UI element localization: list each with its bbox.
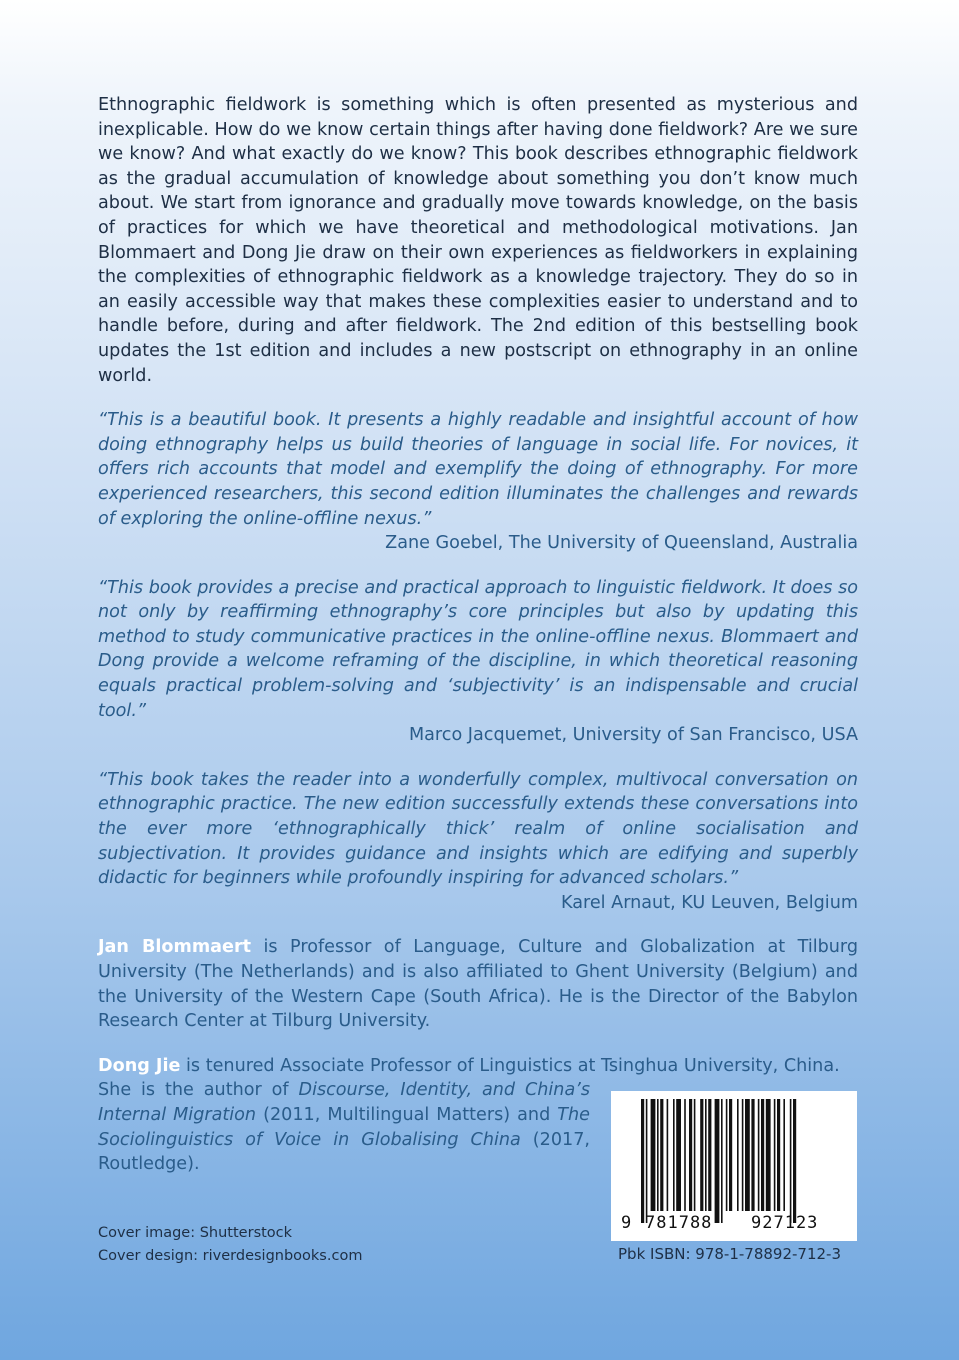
author-bio-dong-line1: is tenured Associate Professor of Linguistics at Tsinghua University, China. bbox=[180, 1055, 840, 1076]
barcode-bar bbox=[721, 1099, 723, 1223]
barcode-bar bbox=[745, 1099, 750, 1211]
barcode-bar bbox=[783, 1099, 785, 1211]
barcode-bar bbox=[793, 1099, 796, 1223]
barcode-bar bbox=[742, 1099, 744, 1211]
barcode-bar bbox=[777, 1099, 780, 1211]
barcode-bar bbox=[684, 1099, 686, 1211]
barcode-digits-right: 927123 bbox=[751, 1213, 819, 1233]
barcode-bar bbox=[729, 1099, 732, 1211]
review-author-3: Karel Arnaut, KU Leuven, Belgium bbox=[561, 892, 858, 913]
barcode-digit-first: 9 bbox=[621, 1213, 633, 1233]
barcode bbox=[611, 1091, 857, 1241]
book-title-discourse-a: Discourse, Identity, and China’s bbox=[298, 1080, 590, 1101]
barcode-bar bbox=[705, 1099, 707, 1211]
isbn-label: Pbk ISBN: 978-1-78892-712-3 bbox=[618, 1245, 842, 1263]
author-name-blommaert: Jan Blommaert bbox=[98, 937, 252, 958]
barcode-bar bbox=[646, 1099, 648, 1223]
barcode-bar bbox=[751, 1099, 754, 1211]
review-author-2: Marco Jacquemet, University of San Francisco, USA bbox=[408, 725, 858, 746]
barcode-digits-left: 781788 bbox=[645, 1213, 713, 1233]
cover-credits bbox=[98, 1222, 362, 1268]
barcode-bar bbox=[708, 1099, 711, 1211]
barcode-bar bbox=[761, 1099, 764, 1211]
bio-dong-text-1: She is the author of bbox=[98, 1080, 299, 1101]
book-title-discourse-b: Internal Migration bbox=[98, 1104, 257, 1125]
barcode-bar bbox=[651, 1099, 656, 1211]
cover-design-credit: Cover design: riverdesignbooks.com bbox=[98, 1248, 363, 1264]
author-bio-blommaert-text: is Professor of Language, Culture and Globalization at Tilburg University (The Netherlands) and is also affiliated to Ghent University (Belgium) and the University of the Western Cape (South Africa). He is the Director of the Babylon Research Center at Tilburg University. bbox=[98, 937, 859, 1032]
barcode-bar bbox=[676, 1099, 681, 1211]
barcode-bar bbox=[700, 1099, 703, 1211]
barcode-bar bbox=[766, 1099, 771, 1211]
author-bio-dong bbox=[98, 1078, 590, 1176]
barcode-bar bbox=[660, 1099, 663, 1211]
bio-dong-text-4: Routledge). bbox=[98, 1154, 200, 1175]
cover-image-credit: Cover image: Shutterstock bbox=[98, 1225, 293, 1241]
bio-dong-text-3: (2017, bbox=[520, 1129, 591, 1150]
review-quote-2: “This book provides a precise and practical approach to linguistic fieldwork. It does so not only by reaffirming ethnography’s core principles but also by updating this method to study communicative practices in the online-offline nexus. Blommaert and Dong provide a welcome reframing of the discipline, in which theoretical reasoning equals practical problem-solving and ‘subjectivity’ is an indispensable and crucial tool.” bbox=[98, 577, 858, 721]
barcode-bar bbox=[715, 1099, 720, 1223]
barcode-bar bbox=[694, 1099, 696, 1211]
review-author-1: Zane Goebel, The University of Queensland, Australia bbox=[385, 533, 858, 554]
barcode-bar bbox=[673, 1099, 675, 1211]
review-quote-1: “This is a beautiful book. It presents a highly readable and insightful account of how doing ethnography helps us build theories of language in social life. For novices, it offers rich accounts that model and exemplify the doing of ethnography. For more experienced researchers, this second edition illuminates the challenges and rewards of exploring the online-offline nexus.” bbox=[98, 410, 858, 529]
back-cover-text bbox=[98, 93, 858, 1177]
book-description: Ethnographic fieldwork is something which is often presented as mysterious and inexplicable. How do we know certain things after having done fieldwork? Are we sure we know? And what exactly do we know? This book describes ethnographic fieldwork as the gradual accumulation of knowledge about something you don’t know much about. We start from ignorance and gradually move towards knowledge, on the basis of practices for which we have theoretical and methodological motivations. Jan Blommaert and Dong Jie draw on their own experiences as fieldworkers in explaining the complexities of ethnographic fieldwork as a knowledge trajectory. They do so in an easily accessible way that makes these complexities easier to understand and to handle before, during and after fieldwork. The 2nd edition of this bestselling book updates the 1st edition and includes a new postscript on ethnography in an online world. bbox=[98, 95, 858, 386]
barcode-bar bbox=[667, 1099, 669, 1211]
barcode-bar bbox=[790, 1099, 792, 1223]
author-name-dong: Dong Jie bbox=[98, 1055, 181, 1076]
barcode-bar bbox=[737, 1099, 739, 1211]
author-bio-blommaert bbox=[98, 935, 858, 1033]
review-quote-3: “This book takes the reader into a wonderfully complex, multivocal conversation on ethnographic practice. The new edition successfully extends these conversations into the ever more ‘ethnographically thick’ realm of online socialisation and subjectivation. It provides guidance and insights which are edifying and superbly didactic for beginners while profoundly inspiring for advanced scholars.” bbox=[98, 769, 858, 889]
barcode-bar bbox=[726, 1099, 728, 1211]
barcode-bar bbox=[774, 1099, 776, 1211]
barcode-bar bbox=[689, 1099, 692, 1211]
author-bio-dong-line bbox=[98, 1054, 858, 1079]
book-title-voice-b: Sociolinguistics of Voice in Globalising China bbox=[98, 1129, 521, 1150]
barcode-bar bbox=[657, 1099, 659, 1211]
bio-dong-text-2: (2011, Multilingual Matters) and bbox=[256, 1104, 558, 1125]
book-title-voice-a: The bbox=[557, 1104, 590, 1125]
barcode-bar bbox=[758, 1099, 760, 1211]
barcode-bar bbox=[641, 1099, 644, 1223]
